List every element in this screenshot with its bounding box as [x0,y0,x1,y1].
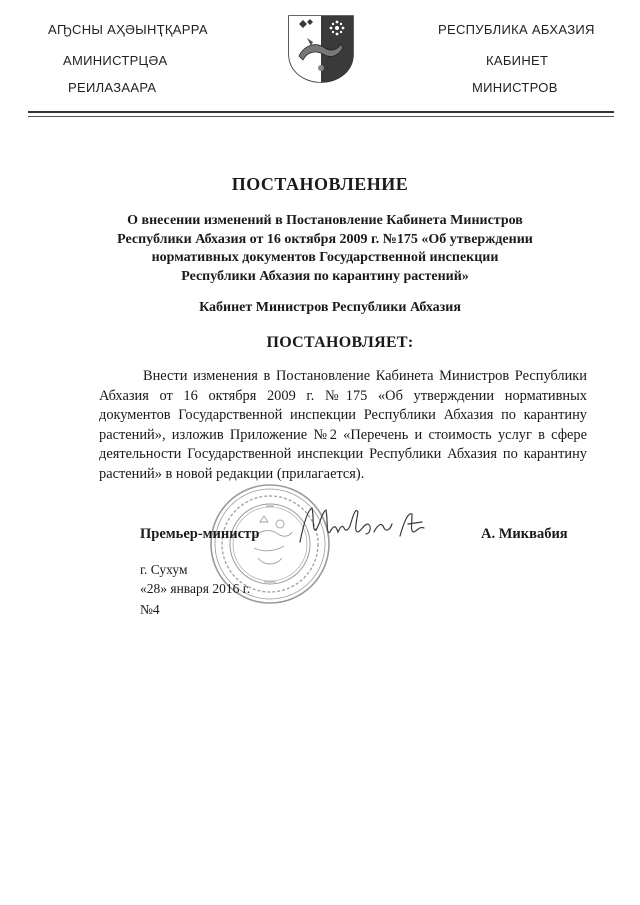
subject-line-4: Республики Абхазия по карантину растений» [181,268,469,284]
body-text: Внести изменения в Постановление Кабинета Министров Республики Абхазия от 16 октября 2009 г. №175 «Об утверждении нормативных документов Государственной инспекции Республики Абхазия по карантину растений», изложив Приложение №2 «Перечень и стоимость услуг в сфере деятельности Государственной инспекции Республики Абхазия по карантину растений» в новой редакции (прилагается). [99,368,587,482]
header-left-line-2: АМИНИСТРЦӘА [63,53,168,68]
header-right-line-1: РЕСПУБЛИКА АБХАЗИЯ [438,22,595,37]
subject-line-3: нормативных документов Государственной инспекции [151,250,499,265]
subject-line-2: Республики Абхазия от 16 октября 2009 г. №175 «Об утверждении [117,231,533,247]
issue-city: г. Сухум [140,562,188,577]
signatory-role: Премьер-министр [140,526,260,542]
document-subject [100,212,550,286]
coat-of-arms-emblem-icon [285,14,357,84]
handwritten-signature-icon [296,502,436,548]
header-left-line-3: РЕИЛАЗААРА [68,80,157,95]
document-title: ПОСТАНОВЛЕНИЕ [231,174,409,194]
header-left-line-1: АҦСНЫ АҲӘЫНҬҚАРРА [48,22,208,37]
decree-word: ПОСТАНОВЛЯЕТ: [266,334,414,351]
subject-line-1: О внесении изменений в Постановление Кабинета Министров [127,213,523,228]
header-right-line-2: КАБИНЕТ [486,53,549,68]
issue-date: «28» января 2016 г. [140,581,251,596]
issuer-line: Кабинет Министров Республики Абхазия [199,300,461,315]
body-paragraph [99,367,587,485]
document-number: №4 [140,602,160,617]
header-right-line-3: МИНИСТРОВ [472,80,558,95]
header-divider-thick [28,111,614,113]
signatory-name: А. Миквабия [481,526,568,542]
header-divider-thin [28,116,614,117]
